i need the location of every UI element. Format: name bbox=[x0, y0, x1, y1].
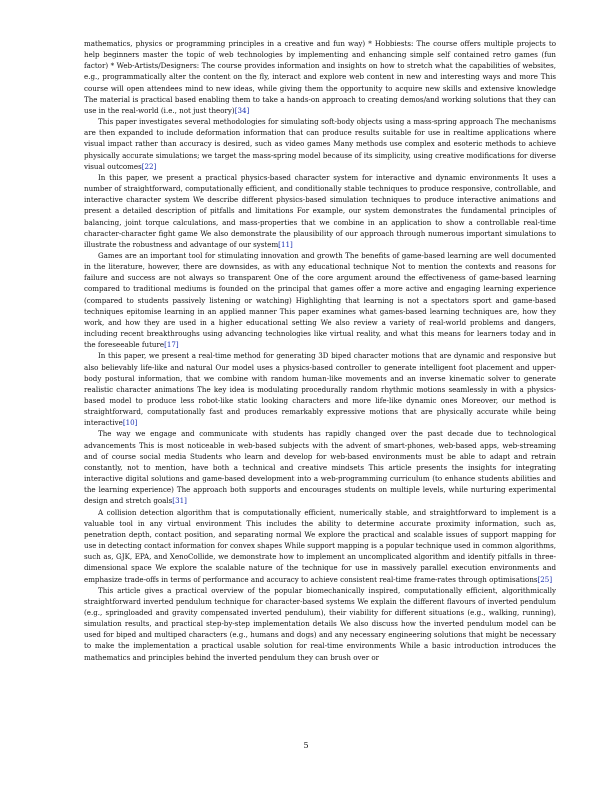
citation-link[interactable]: [25] bbox=[537, 574, 553, 584]
paragraph-1: mathematics, physics or programming principles in a creative and fun way) * Hobbiests: The course offers multiple projects to help beginners master the topic of web technologies by implementing and enhancing simple self contained retro games (fun factor) * Web-Artists/Designers: The course provides information and insights on how to stretch what the capabilities of websites, e.g., programmatically alter the content on the fly, interact and explore web content in new and interesting ways and more This course will open attendees mind to new ideas, while giving them the opportunity to acquire new skills and extensive knowledge The material is practical based enabling them to take a hands-on approach to creating demos/and working solutions that they can use in the real-world (i.e., not just theory)[34] bbox=[84, 39, 556, 115]
citation-link[interactable]: [17] bbox=[164, 340, 179, 350]
citation-link[interactable]: [11] bbox=[278, 239, 293, 249]
page-number: 5 bbox=[303, 741, 309, 750]
paragraph-7: A collision detection algorithm that is computationally efficient, numerically stable, and straightforward to implement is a valuable tool in any virtual environment This includes the ability to determine accurate proximity information, such as, penetration depth, contact position, and separating normal We explore the practical and scalable issues of support mapping for use in detecting contact information for convex shapes While support mapping is a popular technique used in common algorithms, such as, GJK, EPA, and XenoCollide, we demonstrate how to implement an uncomplicated algorithm and identify pitfalls in three-dimensional space We explore the scalable nature of the technique for use in massively parallel execution environments and emphasize trade-offs in terms of performance and accuracy to achieve consistent real-time frame-rates through optimisations[25] bbox=[84, 507, 556, 584]
paragraph-5: In this paper, we present a real-time method for generating 3D biped character motions that are dynamic and responsive but also believably life-like and natural Our model uses a physics-based controller to generate intelligent foot placement and upper-body postural information, that we combine with random human-like movements and an inverse kinematic solver to generate realistic character animations The key idea is modulating procedurally random rhythmic motions seamlessly in with a physics-based model to produce less robot-like static looking characters and more life-like dynamic ones Moreover, our method is straightforward, computationally fast and produces remarkably expressive motions that are physically accurate while being interactive[10] bbox=[84, 351, 556, 428]
body-text bbox=[84, 38, 556, 663]
citation-link[interactable]: [34] bbox=[234, 105, 250, 115]
paragraph-4: Games are an important tool for stimulating innovation and growth The benefits of game-based learning are well documented in the literature, however, there are downsides, as with any educational technique Not to mention the contexts and reasons for failure and success are not always so transparent One of the core argument around the effectiveness of game-based learning compared to traditional mediums is founded on the principal that games offer a more active and engaging learning experience (compared to students passively listening or watching) Highlighting that learning is not a spectators sport and game-based techniques epitomise learning in an applied manner This paper examines what games-based learning techniques are, how they work, and how they are used in a higher educational setting We also review a variety of real-world problems and dangers, including recent breakthroughs using advancing technologies like virtual reality, and what this means for learners today and in the foreseeable future[17] bbox=[84, 250, 556, 350]
paragraph-6: The way we engage and communicate with students has rapidly changed over the past decade due to technological advancements This is most noticeable in web-based subjects with the advent of smart-phones, web-based apps, web-streaming and of course social media Students who learn and develop for web-based environments must be able to adapt and retrain constantly, not to mention, have both a technical and creative mindsets This article presents the insights for integrating interactive digital solutions and game-based development into a web-programming curriculum (to enhance students abilities and the learning experience) The approach both supports and encourages students on multiple levels, while nurturing experimental design and stretch goals[31] bbox=[84, 429, 556, 506]
citation-link[interactable]: [22] bbox=[141, 161, 157, 171]
citation-link[interactable]: [10] bbox=[122, 418, 138, 428]
paragraph-3: In this paper, we present a practical physics-based character system for interactive and dynamic environments It uses a number of straightforward, computationally efficient, and conditionally stable techniques to produce responsive, controllable, and interactive character system We describe different physics-based simulation techniques to produce interactive animations and present a detailed description of pitfalls and limitations For example, our system demonstrates the fundamental principles of balancing, joint torque calculations, and mass-properties that we combine in an application to show a controllable real-time character-character fight game We also demonstrate the plausibility of our approach through numerous important simulations to illustrate the robustness and advantage of our system[11] bbox=[84, 172, 556, 249]
paragraph-8: This article gives a practical overview of the popular biomechanically inspired, computationally efficient, algorithmically straightforward inverted pendulum technique for character-based systems We explain the different flavours of inverted pendulum (e.g., springloaded and gravity compensated inverted pendulum), their viability for different situations (e.g., walking, running), simulation results, and practical step-by-step implementation details We also discuss how the inverted pendulum model can be used for biped and multiped characters (e.g., humans and dogs) and any necessary engineering solutions that might be necessary to make the implementation a practical usable solution for real-time environments While a basic introduction introduces the mathematics and principles behind the inverted pendulum they can brush over or bbox=[84, 585, 556, 662]
citation-link[interactable]: [31] bbox=[172, 496, 187, 506]
paragraph-2: This paper investigates several methodologies for simulating soft-body objects using a mass-spring approach The mechanisms are then expanded to include deformation information that can produce results suitable for use in realtime applications where visual impact rather than accuracy is desired, such as video games Many methods use complex and esoteric methods to achieve physically accurate simulations; we target the mass-spring model because of its simplicity, using creative modifications for diverse visual outcomes[22] bbox=[84, 117, 556, 171]
